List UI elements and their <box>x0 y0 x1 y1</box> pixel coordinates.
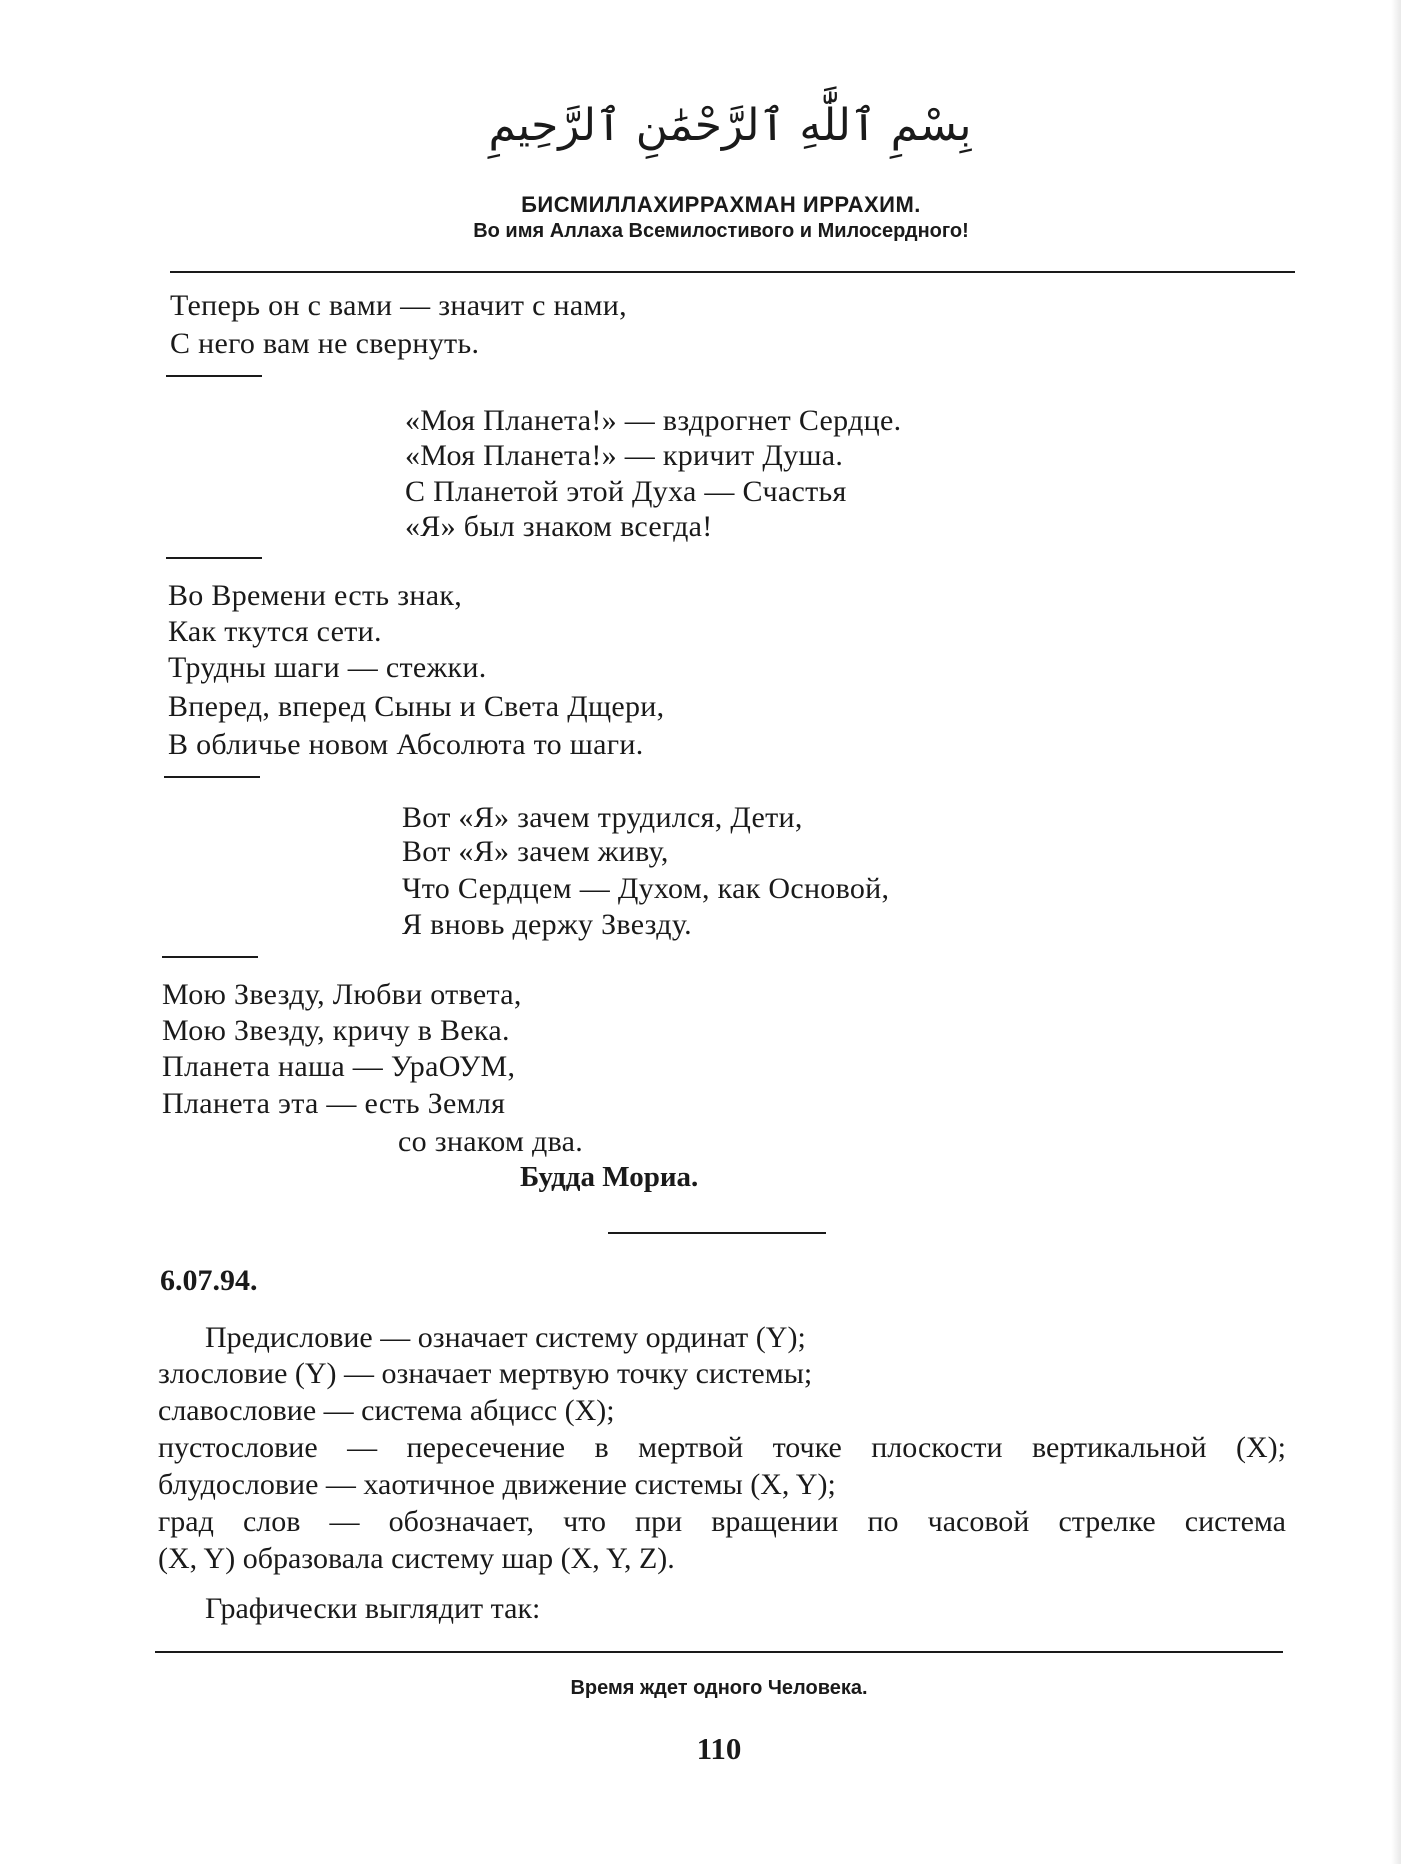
prose-line: злословие (Y) — означает мертвую точку системы; <box>158 1357 813 1390</box>
prose-line: блудословие — хаотичное движение системы (X, Y); <box>158 1468 836 1501</box>
verse-line: Мою Звезду, Любви ответа, <box>162 978 522 1011</box>
verse-line: Планета эта — есть Земля <box>162 1087 506 1120</box>
prose-line: град слов — обозначает, что при вращении по часовой стрелке система <box>158 1505 1286 1538</box>
verse-line: «Моя Планета!» — кричит Душа. <box>405 439 844 472</box>
stanza-divider <box>164 776 260 778</box>
signature: Будда Мориа. <box>520 1161 699 1193</box>
prose-line: Графически выглядит так: <box>205 1592 541 1625</box>
stanza-divider <box>162 956 258 958</box>
verse-line: Вперед, вперед Сыны и Света Дщери, <box>168 690 665 723</box>
verse-line: Во Времени есть знак, <box>168 579 463 612</box>
verse-line: Вот «Я» зачем живу, <box>402 835 669 868</box>
footer-text: Время ждет одного Человека. <box>570 1677 868 1699</box>
verse-line: Что Сердцем — Духом, как Основой, <box>402 872 890 905</box>
bismillah-calligraphy-text: بِسْمِ ٱللَّٰهِ ٱلرَّحْمَٰنِ ٱلرَّحِيمِ <box>488 100 972 151</box>
header-title: БИСМИЛЛАХИРРАХМАН ИРРАХИМ. <box>521 192 921 217</box>
verse-line: Мою Звезду, кричу в Века. <box>162 1014 510 1047</box>
prose-line: (X, Y) образовала систему шар (X, Y, Z). <box>158 1542 675 1575</box>
verse-line: Как ткутся сети. <box>168 615 382 648</box>
page-number: 110 <box>696 1731 742 1766</box>
entry-date: 6.07.94. <box>160 1264 258 1297</box>
verse-line: С него вам не свернуть. <box>170 327 480 360</box>
verse-line: Вот «Я» зачем трудился, Дети, <box>402 801 803 834</box>
verse-line: Трудны шаги — стежки. <box>168 651 487 684</box>
verse-line: С Планетой этой Духа — Счастья <box>405 475 847 508</box>
header-subtitle: Во имя Аллаха Всемилостивого и Милосердного! <box>473 220 969 242</box>
header-divider <box>170 271 1295 273</box>
prose-line: Предисловие — означает систему ординат (Y); <box>205 1321 806 1354</box>
verse-line: «Я» был знаком всегда! <box>405 510 713 543</box>
verse-line: со знаком два. <box>398 1125 584 1158</box>
section-divider <box>608 1232 826 1234</box>
verse-line: Теперь он с вами — значит с нами, <box>170 289 627 322</box>
page-edge <box>1391 0 1401 1864</box>
bismillah-calligraphy <box>488 78 972 178</box>
stanza-divider <box>166 557 262 559</box>
stanza-divider <box>166 375 262 377</box>
verse-line: Я вновь держу Звезду. <box>402 908 692 941</box>
verse-line: В обличье новом Абсолюта то шаги. <box>168 728 644 761</box>
footer-divider <box>155 1651 1283 1653</box>
prose-line: славословие — система абцисс (X); <box>158 1394 615 1427</box>
prose-line: пустословие — пересечение в мертвой точке плоскости вертикальной (X); <box>158 1431 1286 1464</box>
verse-line: «Моя Планета!» — вздрогнет Сердце. <box>405 404 902 437</box>
verse-line: Планета наша — УраОУМ, <box>162 1050 516 1083</box>
